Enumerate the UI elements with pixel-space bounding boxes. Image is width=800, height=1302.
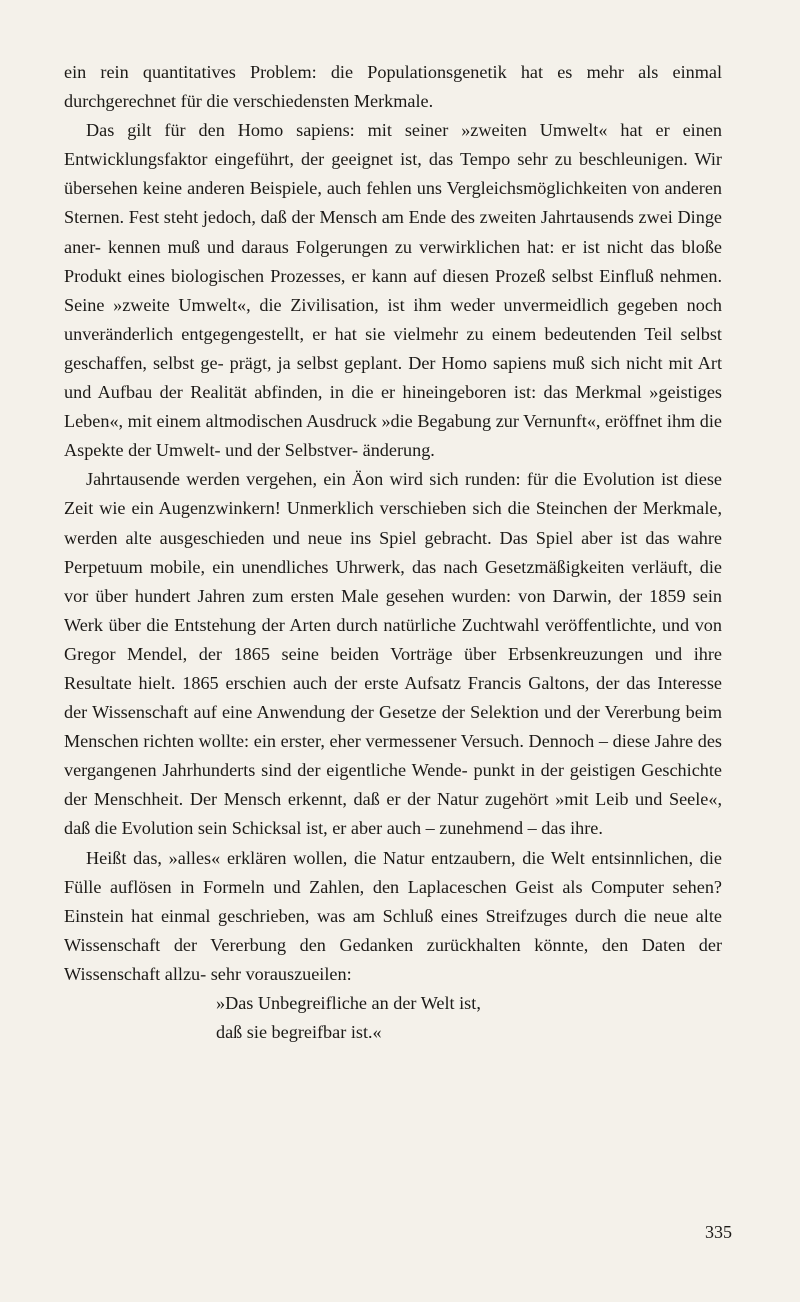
quote-line: »Das Unbegreifliche an der Welt ist, (216, 993, 481, 1013)
block-quote (64, 989, 722, 1047)
paragraph: Heißt das, »alles« erklären wollen, die Natur entzaubern, die Welt entsinnlichen, die Fülle auflösen in Formeln und Zahlen, den Laplaceschen Geist als Computer sehen? Einstein hat einmal geschrieben, was am Schluß eines Streifzuges durch die neue alte Wissenschaft der Vererbung den Gedanken zurückhalten könnte, den Daten der Wissenschaft allzu- sehr vorauszueilen: (64, 847, 722, 984)
paragraph: Das gilt für den Homo sapiens: mit seiner »zweiten Umwelt« hat er einen Entwicklungsfaktor eingeführt, der geeignet ist, das Tempo sehr zu beschleunigen. Wir übersehen keine anderen Beispiele, auch fehlen uns Vergleichsmöglichkeiten von anderen Sternen. Fest steht jedoch, daß der Mensch am Ende des zweiten Jahrtausends zwei Dinge aner- kennen muß und daraus Folgerungen zu verwirklichen hat: er ist nicht das bloße Produkt eines biologischen Prozesses, er kann auf diesen Prozeß selbst Einfluß nehmen. Seine »zweite Umwelt«, die Zivilisation, ist ihm weder unvermeidlich gegeben noch unveränderlich entgegengestellt, er hat sie vielmehr zu einem bedeutenden Teil selbst geschaffen, selbst ge- prägt, ja selbst geplant. Der Homo sapiens muß sich nicht mit Art und Aufbau der Realität abfinden, in die er hineingeboren ist: das Merkmal »geistiges Leben«, mit einem altmodischen Ausdruck »die Begabung zur Vernunft«, eröffnet ihm die Aspekte der Umwelt- und der Selbstver- änderung. (64, 120, 722, 461)
page-number: 335 (705, 1222, 732, 1242)
quote-line: daß sie begreifbar ist.« (216, 1022, 382, 1043)
paragraph: Jahrtausende werden vergehen, ein Äon wird sich runden: für die Evolution ist diese Zeit wie ein Augenzwinkern! Unmerklich verschieben sich die Steinchen der Merkmale, werden alte ausgeschieden und neue ins Spiel gebracht. Das Spiel aber ist das wahre Perpetuum mobile, ein unendliches Uhrwerk, das nach Gesetzmäßigkeiten verläuft, die vor über hundert Jahren zum ersten Male gesehen wurden: von Darwin, der 1859 sein Werk über die Entstehung der Arten durch natürliche Zuchtwahl veröffentlichte, und von Gregor Mendel, der 1865 seine beiden Vorträge über Erbsenkreuzungen und ihre Resultate hielt. 1865 erschien auch der erste Aufsatz Francis Galtons, der das Interesse der Wissenschaft auf eine Anwendung der Gesetze der Selektion und der Vererbung beim Menschen richten wollte: ein erster, eher vermessener Versuch. Dennoch – diese Jahre des vergangenen Jahrhunderts sind der eigentliche Wende- punkt in der geistigen Geschichte der Menschheit. Der Mensch erkennt, daß er der Natur zugehört »mit Leib und Seele«, daß die Evolution sein Schicksal ist, er aber auch – zunehmend – das ihre. (64, 469, 722, 839)
body-text (64, 58, 722, 1047)
paragraph: ein rein quantitatives Problem: die Populationsgenetik hat es mehr als einmal durchgerechnet für die verschiedensten Merkmale. (64, 62, 722, 112)
